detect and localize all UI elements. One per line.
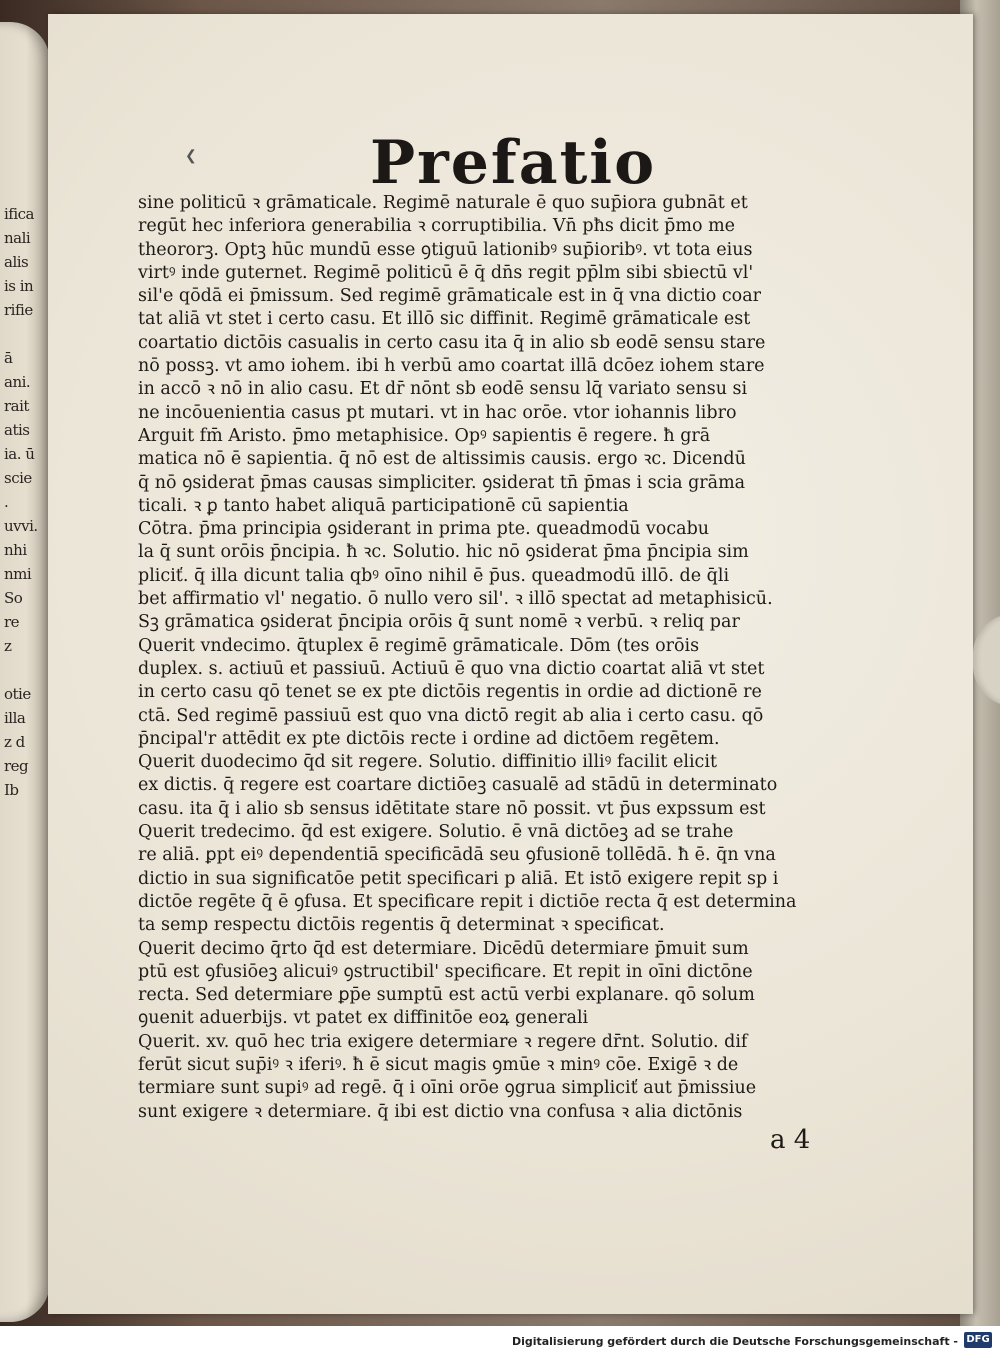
text-line: sil'e qōdā ei p̄missum. Sed regimē grāmaticale est in q̄ vna dictio coar [138, 286, 762, 307]
text-line: Querit vndecimo. q̄tuplex ē regimē grāmaticale. Dōm (tes orōis [138, 635, 700, 656]
text-line: matica nō ē sapientia. q̄ nō est de altissimis causis. ergo ꝛc. Dicendū [138, 449, 746, 470]
text-line: ctā. Sed regimē passiuū est quo vna dictō regit ab alia i certo casu. qō [138, 705, 764, 726]
text-line: duplex. s. actiuū et passiuū. Actiuū ē quo vna dictio coartat aliā vt stet [138, 658, 765, 679]
dfg-logo: DFG [964, 1332, 992, 1348]
text-line: in certo casu qō tenet se ex pte dictōis regentis in ordie ad dictionē re [138, 682, 762, 703]
text-line: termiare sunt supiꝰ ad regē. q̄ i oīni orōe ꝯgrua simpliciť aut p̄missiue [138, 1078, 757, 1099]
text-line: virtꝰ inde guternet. Regimē politicū ē q̄ dn̄s regit pp̄lm sibi sbiectū vl' [138, 262, 754, 283]
text-line: Querit decimo q̄rto q̄d est determiare. Dicēdū determiare p̄muit sum [138, 938, 749, 959]
text-line: bet affirmatio vl' negatio. ō nullo vero sil'. ꝛ illō spectat ad metaphisicū. [138, 589, 773, 610]
text-line: ferūt sicut sup̄iꝰ ꝛ iferiꝰ. ħ ē sicut magis ꝯmūe ꝛ minꝰ cōe. Exigē ꝛ de [138, 1054, 739, 1075]
text-line: dictōe regēte q̄ ē ꝯfusa. Et specificare repit i dictiōe recta q̄ est determina [138, 891, 797, 912]
text-line: coartatio dictōis casualis in certo casu ita q̄ in alio sb̄ eodē sensu stare [138, 332, 766, 353]
text-line: sine politicū ꝛ grāmaticale. Regimē naturale ē quo sup̄iora gubnāt et [138, 193, 748, 213]
text-line: casu. ita q̄ i alio sb̄ sensus idētitate stare nō possit. vt p̄us expssum est [138, 798, 766, 819]
text-line: Sꝫ grāmatica ꝯsiderat p̄ncipia orōis q̄ sunt nomē ꝛ verbū. ꝛ reliq par [138, 612, 740, 633]
left-page-text-fragment: ifica nali alis is in rifie ā ani. rait atis ia. ū scie . uvvi. nhi nmi So re z otie illa z d reg Ib [4, 205, 38, 799]
text-line: ꝯuenit aduerbijs. vt patet ex diffinitōe eoꝝ generali [138, 1008, 589, 1029]
text-line: re aliā. ꝑpt eiꝰ dependentiā specificādā seu ꝯfusionē tollēdā. ħ ē. q̄n vna [138, 845, 776, 866]
text-line: ne incōuenientia casus pt mutari. vt in hac orōe. vtor iohannis libro [138, 402, 737, 423]
text-line: Querit tredecimo. q̄d est exigere. Solutio. ē vnā dictōeꝫ ad se trahe [138, 822, 734, 843]
text-body [138, 192, 838, 1124]
text-line: Querit duodecimo q̄d sit regere. Solutio. diffinitio illiꝰ facilit elicit [138, 752, 717, 773]
text-line: tat aliā vt stet i certo casu. Et illō sic diffinit. Regimē grāmaticale est [138, 309, 751, 330]
text-line: ticali. ꝛ ꝑ tanto habet aliquā participationē cū sapientia [138, 495, 629, 516]
text-line: ta semp respectu dictōis regentis q̄ determinat ꝛ specificat. [138, 915, 665, 936]
footer-bar [0, 1326, 1000, 1356]
footer-credit: Digitalisierung gefördert durch die Deutsche Forschungsgemeinschaft - [511, 1335, 958, 1348]
text-line: regūt hec inferiora generabilia ꝛ corruptibilia. Vn̄ pħs dicit p̄mo me [138, 216, 736, 237]
text-line: sunt exigere ꝛ determiare. q̄ ibi est dictio vna confusa ꝛ alia dictōnis [138, 1101, 743, 1122]
page-title: Prefatio [370, 128, 657, 198]
text-line: q̄ nō ꝯsiderat p̄mas causas simpliciter. ꝯsiderat tn̄ p̄mas i scia grāma [138, 472, 746, 493]
text-line: Querit. xv. quō hec tria exigere determiare ꝛ regere dr̄nt. Solutio. dif [138, 1031, 748, 1052]
signature-mark: a 4 [770, 1125, 811, 1155]
margin-mark: ❮ [185, 148, 197, 164]
text-line: pliciť. q̄ illa dicunt talia qbꝰ oīno nihil ē p̄us. queadmodū illō. de q̄li [138, 565, 730, 586]
text-line: nō possꝫ. vt amo iohem. ibi h̄ verbū amo coartat illā dcōez iohem stare [138, 356, 765, 377]
text-line: Cōtra. p̄ma principia ꝯsiderant in prima pte. queadmodū vocabu [138, 519, 710, 540]
text-line: dictio in sua significatōe petit specificari p aliā. Et istō exigere repit sp i [138, 868, 779, 889]
text-line: theororꝫ. Optꝫ hūc mundū esse ꝯtiguū lationibꝰ sup̄ioribꝰ. vt tota eius [138, 239, 753, 260]
text-line: recta. Sed determiare ꝑp̄e sumptū est actū verbi explanare. qō solum [138, 985, 755, 1006]
text-line: p̄ncipal'r attēdit ex pte dictōis recte i ordine ad dictōem regētem. [138, 728, 720, 749]
text-line: in accō ꝛ nō in alio casu. Et dr̄ nōnt sb̄ eodē sensu lq̄ variato sensu si [138, 379, 748, 400]
left-page [0, 22, 50, 1322]
text-line: ptū est ꝯfusiōeꝫ alicuiꝰ ꝯstructibil' specificare. Et repit in oīni dictōne [138, 961, 753, 982]
text-line: ex dictis. q̄ regere est coartare dictiōeꝫ casualē ad stādū in determinato [138, 775, 778, 796]
text-line: Arguit fm̄ Aristo. p̄mo metaphisice. Opꝰ sapientis ē regere. ħ grā [138, 425, 711, 446]
text-line: la q̄ sunt orōis p̄ncipia. ħ ꝛc. Solutio. hic nō ꝯsiderat p̄ma p̄ncipia sim [138, 542, 749, 563]
